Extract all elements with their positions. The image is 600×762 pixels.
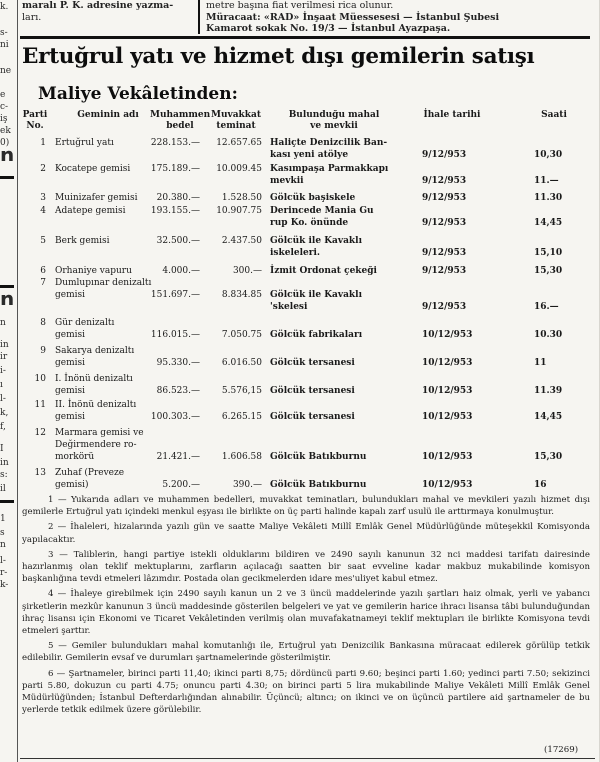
cell-price: 175.189.—	[150, 164, 200, 174]
cell-hour: 11.30	[534, 193, 563, 203]
cell-auction-date: 10/12/953	[422, 412, 473, 422]
header-parti-line-2: No.	[26, 121, 44, 131]
cell-hour: 15,30	[534, 452, 563, 462]
cell-location: İzmit Ordonat çekeği	[270, 266, 377, 276]
cell-price: 20.380.—	[156, 193, 200, 203]
left-column-fragment: 1	[0, 514, 6, 524]
left-column-fragment: s	[0, 528, 5, 538]
left-column-fragment: n	[0, 318, 6, 328]
cell-deposit: 12.657.65	[216, 138, 262, 148]
adjacent-column-fragment	[0, 0, 16, 762]
header-price-line-2: bedel	[166, 121, 194, 131]
condition-paragraph: 3 — Taliblerin, hangi partiye istekli olduklarını bildiren ve 2490 sayılı kanunun 32 nci maddesi tarifatı dairesinde hazırlanmış olan teklif mektuplarını, zarfların açılacağı saatten bir saat evveline kadar makbuz mukabilinde komisyon başkanlığına tevdi etmeleri lâzımdır. Postada olan gecikmelerden idare mes'uliyet kabul etmez.	[22, 549, 590, 585]
left-column-fragment: c-	[0, 102, 9, 112]
cell-ship-name: gemisi	[55, 412, 85, 422]
cell-ship-name: Gür denizaltı	[55, 318, 115, 328]
cell-parti-no: 10	[34, 374, 46, 384]
ships-auction-table	[22, 110, 592, 495]
header-deposit-line-1: Muvakkat	[210, 110, 262, 120]
cell-ship-name: gemisi	[55, 290, 85, 300]
cell-parti-no: 5	[40, 236, 46, 246]
cell-auction-date: 10/12/953	[422, 358, 473, 368]
left-column-fragment: k,	[0, 408, 9, 418]
cell-parti-no: 11	[34, 400, 46, 410]
top-right-line-2: Müracaat: «RAD» İnşaat Müessesesi — İstanbul Şubesi	[206, 11, 500, 23]
top-right-line-3: Kamarot sokak No. 19/3 — İstanbul Ayazpaşa.	[206, 23, 451, 34]
cell-deposit: 6.265.15	[221, 412, 262, 422]
header-hour: Saati	[541, 110, 567, 120]
cell-price: 116.015.—	[150, 330, 200, 340]
cell-hour: 11.—	[534, 176, 559, 186]
left-column-rule	[0, 176, 14, 179]
cell-hour: 11.39	[534, 386, 563, 396]
cell-price: 228.153.—	[150, 138, 200, 148]
cell-location: Gölcük tersanesi	[270, 412, 355, 422]
cell-parti-no: 12	[34, 428, 46, 438]
cell-parti-no: 9	[40, 346, 46, 356]
cell-deposit: 300.—	[232, 266, 262, 276]
cell-auction-date: 10/12/953	[422, 330, 473, 340]
cell-ship-name: II. İnönü denizaltı	[55, 400, 137, 410]
cell-parti-no: 8	[40, 318, 46, 328]
cell-price: 95.330.—	[156, 358, 200, 368]
cell-hour: 16.—	[534, 302, 559, 312]
left-column-fragment: ı	[0, 380, 3, 390]
cell-ship-name: I. İnönü denizaltı	[55, 374, 133, 384]
cell-parti-no: 3	[40, 193, 46, 203]
cell-ship-name: Değirmendere ro-	[55, 440, 137, 450]
column-rule	[17, 0, 18, 762]
cell-location: rup Ko. önünde	[270, 218, 349, 228]
top-left-line-1: maralı P. K. adresine yazma-	[22, 0, 174, 11]
left-column-fragment: I	[0, 444, 4, 454]
cell-ship-name: gemisi	[55, 330, 85, 340]
top-right-line-1: metre başına fiat verilmesi rica olunur.	[206, 0, 394, 11]
left-column-fragment: in	[0, 340, 9, 350]
cell-deposit: 1.528.50	[221, 193, 262, 203]
cell-auction-date: 10/12/953	[422, 452, 473, 462]
bottom-rule	[20, 758, 595, 759]
top-left-ad-fragment	[22, 0, 192, 26]
cell-auction-date: 9/12/953	[422, 218, 467, 228]
cell-parti-no: 1	[40, 138, 46, 148]
header-location-line-2: ve mevkii	[310, 121, 358, 131]
left-column-fragment: r-	[0, 568, 8, 578]
cell-ship-name: Berk gemisi	[55, 236, 110, 246]
cell-price: 4.000.—	[162, 266, 200, 276]
cell-ship-name: Sakarya denizaltı	[55, 346, 135, 356]
cell-price: 100.303.—	[150, 412, 200, 422]
cell-location: Gölcük ile Kavaklı	[270, 236, 362, 246]
cell-price: 5.200.—	[162, 480, 200, 490]
left-column-fragment: k.	[0, 2, 9, 12]
cell-hour: 10,30	[534, 150, 563, 160]
cell-location: Gölcük fabrikaları	[270, 330, 363, 340]
cell-price: 21.421.—	[156, 452, 200, 462]
cell-hour: 10.30	[534, 330, 563, 340]
cell-location: Gölcük Batıkburnu	[270, 452, 367, 462]
cell-location: Gölcük tersanesi	[270, 358, 355, 368]
top-right-ad-fragment	[206, 0, 586, 36]
cell-deposit: 6.016.50	[221, 358, 262, 368]
cell-auction-date: 9/12/953	[422, 193, 467, 203]
ad-number: (17269)	[544, 745, 579, 755]
cell-deposit: 390.—	[232, 480, 262, 490]
header-parti-line-1: Parti	[22, 110, 48, 120]
cell-auction-date: 10/12/953	[422, 386, 473, 396]
header-location-line-1: Bulunduğu mahal	[288, 110, 380, 120]
cell-deposit: 10.009.45	[216, 164, 262, 174]
header-auction-date: İhale tarihi	[423, 110, 481, 120]
left-column-fragment: il	[0, 484, 6, 494]
cell-parti-no: 6	[40, 266, 46, 276]
cell-hour: 15,30	[534, 266, 563, 276]
top-rule	[20, 36, 590, 39]
headline: Ertuğrul yatı ve hizmet dışı gemilerin satışı	[22, 44, 535, 69]
left-column-fragment: n	[0, 540, 6, 550]
cell-deposit: 10.907.75	[216, 206, 262, 216]
cell-ship-name: gemisi)	[55, 480, 89, 490]
cell-deposit: 5.576,15	[221, 386, 262, 396]
cell-deposit: 1.606.58	[221, 452, 262, 462]
cell-price: 86.523.—	[156, 386, 200, 396]
left-column-fragment: ir	[0, 352, 8, 362]
cell-price: 32.500.—	[156, 236, 200, 246]
cell-deposit: 7.050.75	[221, 330, 262, 340]
cell-ship-name: Ertuğrul yatı	[55, 138, 114, 148]
cell-auction-date: 9/12/953	[422, 266, 467, 276]
cell-location: Gölcük tersanesi	[270, 386, 355, 396]
cell-hour: 16	[534, 480, 547, 490]
left-column-big-letter	[0, 150, 16, 161]
cell-location: 'skelesi	[270, 302, 308, 312]
left-column-fragment: iş	[0, 114, 8, 124]
cell-location: iskeleleri.	[270, 248, 321, 258]
cell-location: Kasımpaşa Parmakkapı	[270, 164, 389, 174]
left-column-fragment: ni	[0, 40, 9, 50]
condition-paragraph: 4 — İhaleye girebilmek için 2490 sayılı kanun un 2 ve 3 üncü maddelerinde yazılı şartları haiz olmak, yerli ve yabancı şirketlerin mezkûr kanunun 3 üncü maddesinde gösterilen belgeleri ve yat ve gemilerin harice ihracı lisansa tâbi bulunduğundan ihraç lisansı için Ekonomi ve Ticaret Vekâletinden verilmiş olan muvafakatnameyi teklif mektupları ile birlikte Komisyona tevdi etmeleri şarttır.	[22, 589, 590, 637]
subheadline: Maliye Vekâletinden:	[38, 84, 238, 104]
cell-deposit: 2.437.50	[221, 236, 262, 246]
cell-location: Gölcük başiskele	[270, 193, 356, 203]
cell-auction-date: 9/12/953	[422, 176, 467, 186]
condition-paragraph: 2 — İhaleleri, hizalarında yazılı gün ve saatte Maliye Vekâleti Millî Emlâk Genel Müdürlüğünde müteşekkil Komisyonda yapılacaktır.	[22, 522, 590, 545]
conditions-text	[22, 494, 590, 719]
cell-hour: 15,10	[534, 248, 563, 258]
cell-location: kası yeni atölye	[270, 150, 349, 160]
cell-hour: 14,45	[534, 218, 563, 228]
header-location	[274, 110, 394, 132]
cell-ship-name: gemisi	[55, 386, 85, 396]
cell-ship-name: morkörü	[55, 452, 95, 462]
left-column-fragment: in	[0, 458, 9, 468]
header-price-line-1: Muhammen	[150, 110, 211, 120]
cell-parti-no: 13	[34, 468, 46, 478]
cell-ship-name: Dumlupınar denizaltı	[55, 278, 152, 288]
cell-ship-name: gemisi	[55, 358, 85, 368]
cell-location: Derincede Mania Gu	[270, 206, 374, 216]
cell-auction-date: 9/12/953	[422, 248, 467, 258]
cell-parti-no: 4	[40, 206, 46, 216]
cell-hour: 11	[534, 358, 547, 368]
cell-parti-no: 7	[40, 278, 46, 288]
cell-auction-date: 10/12/953	[422, 480, 473, 490]
cell-auction-date: 9/12/953	[422, 302, 467, 312]
left-column-fragment: f,	[0, 422, 6, 432]
left-column-fragment: 0)	[0, 138, 10, 148]
left-column-fragment: l-	[0, 394, 6, 404]
cell-ship-name: Orhaniye vapuru	[55, 266, 132, 276]
left-column-fragment: ek	[0, 126, 11, 136]
left-column-fragment: i-	[0, 366, 6, 376]
left-column-fragment: k-	[0, 580, 9, 590]
cell-price: 193.155.—	[150, 206, 200, 216]
top-left-line-2: ları.	[22, 11, 42, 23]
cell-ship-name: Marmara gemisi ve	[55, 428, 144, 438]
cell-location: mevkii	[270, 176, 304, 186]
cell-location: Haliçte Denizcilik Ban-	[270, 138, 388, 148]
condition-paragraph: 1 — Yukarıda adları ve muhammen bedelleri, muvakkat teminatları, bulundukları mahal ve mevkileri yazılı hizmet dışı gemilerle Ertuğrul yatı içindeki menkul eşyası ile birlikte on üç parti halinde kapalı zarf usulü ile arttırmaya konulmuştur.	[22, 495, 590, 518]
left-column-fragment: ne	[0, 66, 12, 76]
cell-hour: 14,45	[534, 412, 563, 422]
cell-location: Gölcük ile Kavaklı	[270, 290, 362, 300]
header-estimated-price	[150, 110, 210, 132]
left-column-fragment: s:	[0, 470, 8, 480]
header-deposit	[208, 110, 264, 132]
cell-deposit: 8.834.85	[221, 290, 262, 300]
header-deposit-line-2: teminat	[216, 121, 256, 131]
cell-ship-name: Adatepe gemisi	[55, 206, 126, 216]
left-column-fragment: l-	[0, 556, 6, 566]
left-column-fragment: s-	[0, 28, 8, 38]
cell-ship-name: Zuhaf (Preveze	[55, 468, 125, 478]
condition-paragraph: 6 — Şartnameler, birinci parti 11,40; ikinci parti 8,75; dördüncü parti 9.60; beşinci parti 1.60; yedinci parti 7.50; sekizinci parti 5.80, dokuzun cu parti 4.75; onuncu parti 4.30; on birinci parti 5 lira mukabilinde Maliye Vekâleti Millî Emlâk Genel Müdürlüğünden; İstanbul Defterdarlığından alınabilir. Üçüncü; altıncı; on ikinci ve on üçüncü partilere aid şartnameler de bu yerlerde tetkik edilmek üzere görülebilir.	[22, 668, 590, 716]
left-column-rule	[0, 500, 14, 503]
condition-paragraph: 5 — Gemiler bulundukları mahal komutanlığı ile, Ertuğrul yatı Denizcilik Bankasına müracaat edilerek görülüp tetkik edilebilir. Gemilerin evsaf ve durumları şartnamelerinde gösterilmiştir.	[22, 641, 590, 664]
cell-ship-name: Muinizafer gemisi	[55, 193, 138, 203]
cell-location: Gölcük Batıkburnu	[270, 480, 367, 490]
cell-parti-no: 2	[40, 164, 46, 174]
left-column-rule	[0, 285, 14, 288]
left-column-fragment: e	[0, 90, 6, 100]
top-box-divider	[198, 0, 200, 34]
header-ship-name: Geminin adı	[77, 110, 139, 120]
cell-ship-name: Kocatepe gemisi	[55, 164, 131, 174]
left-column-big-letter	[0, 294, 16, 305]
cell-price: 151.697.—	[150, 290, 200, 300]
cell-auction-date: 9/12/953	[422, 150, 467, 160]
header-parti	[22, 110, 48, 132]
